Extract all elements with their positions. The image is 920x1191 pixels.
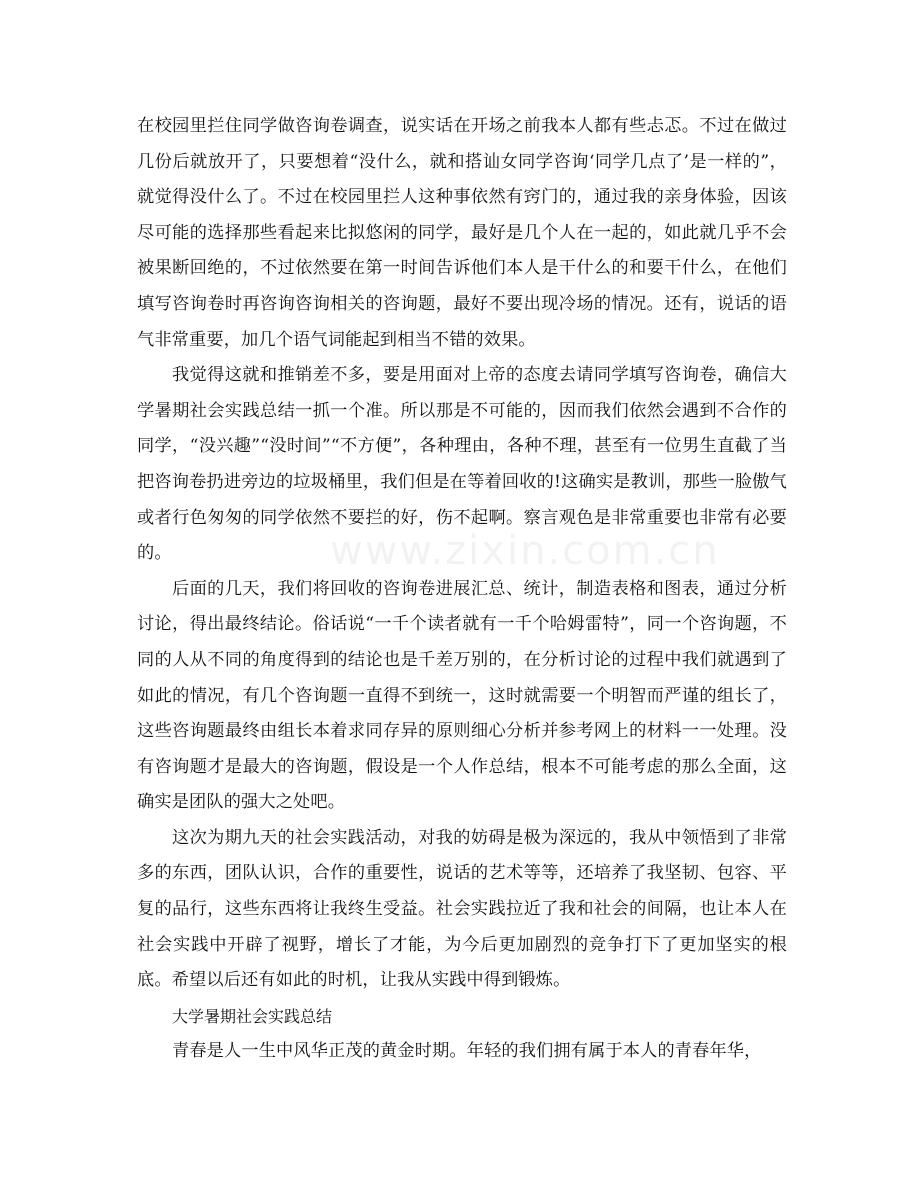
body-paragraph-2: 我觉得这就和推销差不多，要是用面对上帝的态度去请同学填写咨询卷，确信大学暑期社会实践总结一抓一个准。所以那是不可能的，因而我们依然会遇到不合作的同学，“没兴趣”“没时间”“不方便”，各种理由，各种不理，甚至有一位男生直截了当把咨询卷扔进旁边的垃圾桶里，我们但是在等着回收的!这确实是教训，那些一脸傲气或者行色匆匆的同学依然不要拦的好，伤不起啊。察言观色是非常重要也非常有必要的。 bbox=[137, 365, 787, 564]
body-paragraph-1: 在校园里拦住同学做咨询卷调查，说实话在开场之前我本人都有些忐忑。不过在做过几份后就放开了，只要想着“没什么，就和搭讪女同学咨询‘同学几点了’是一样的”，就觉得没什么了。不过在校园里拦人这种事依然有窍门的，通过我的亲身体验，因该尽可能的选择那些看起来比拟悠闲的同学，最好是几个人在一起的，如此就几乎不会被果断回绝的，不过依然要在第一时间告诉他们本人是干什么的和要干什么，在他们填写咨询卷时再咨询咨询相关的咨询题，最好不要出现冷场的情况。还有，说话的语气非常重要，加几个语气词能起到相当不错的效果。 bbox=[137, 116, 787, 350]
watermark-text: www.zixin.com.cn bbox=[330, 528, 720, 574]
body-paragraph-4: 这次为期九天的社会实践活动，对我的妨碍是极为深远的，我从中领悟到了非常多的东西，团队认识，合作的重要性，说话的艺术等等，还培养了我坚韧、包容、平复的品行，这些东西将让我终生受益。社会实践拉近了我和社会的间隔，也让本人在社会实践中开辟了视野，增长了才能，为今后更加剧烈的竞争打下了更加坚实的根底。希望以后还有如此的时机，让我从实践中得到锻炼。 bbox=[137, 827, 787, 991]
section-heading: 大学暑期社会实践总结 bbox=[172, 1006, 333, 1026]
document-body bbox=[137, 109, 787, 1070]
body-paragraph-3: 后面的几天，我们将回收的咨询卷进展汇总、统计，制造表格和图表，通过分析讨论，得出最终结论。俗话说“一千个读者就有一千个哈姆雷特”，同一个咨询题，不同的人从不同的角度得到的结论也是千差万别的，在分析讨论的过程中我们就遇到了如此的情况，有几个咨询题一直得不到统一，这时就需要一个明智而严谨的组长了，这些咨询题最终由组长本着求同存异的原则细心分析并参考网上的材料一一处理。没有咨询题才是最大的咨询题，假设是一个人作总结，根本不可能考虑的那么全面，这确实是团队的强大之处吧。 bbox=[137, 578, 787, 813]
body-paragraph-5: 青春是人一生中风华正茂的黄金时期。年轻的我们拥有属于本人的青春年华， bbox=[172, 1041, 762, 1062]
